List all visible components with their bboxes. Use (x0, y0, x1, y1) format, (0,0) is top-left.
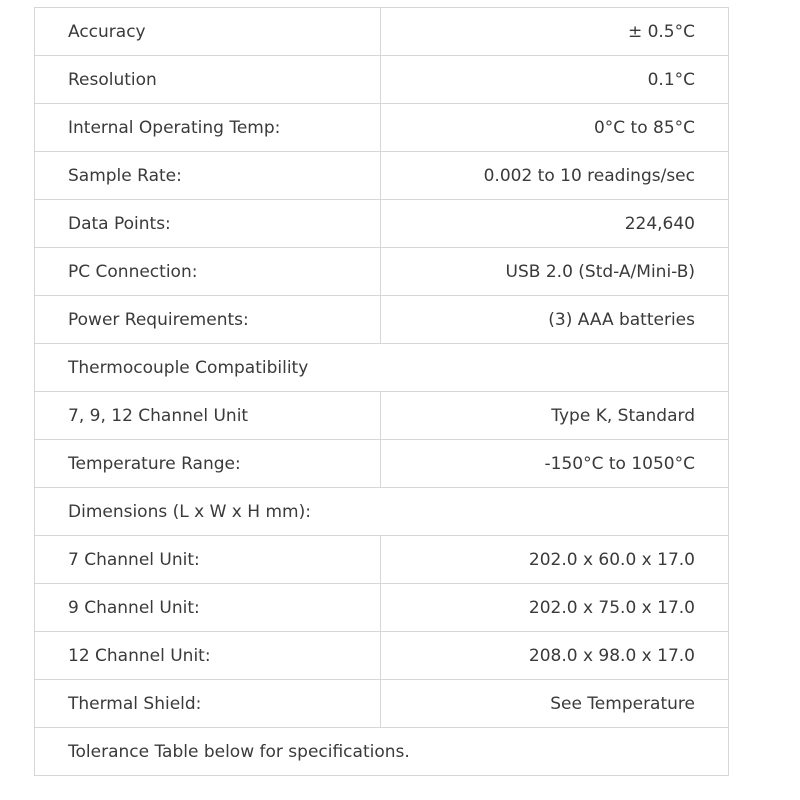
spec-value: 0.1°C (381, 56, 729, 104)
table-note-row (35, 728, 729, 776)
table-row (35, 152, 729, 200)
section-heading: Dimensions (L x W x H mm): (35, 488, 729, 536)
spec-value: -150°C to 1050°C (381, 440, 729, 488)
spec-label: Internal Operating Temp: (35, 104, 381, 152)
table-section-row (35, 344, 729, 392)
spec-value: 0°C to 85°C (381, 104, 729, 152)
spec-label: 7, 9, 12 Channel Unit (35, 392, 381, 440)
spec-value: 0.002 to 10 readings/sec (381, 152, 729, 200)
table-row (35, 104, 729, 152)
spec-label: Temperature Range: (35, 440, 381, 488)
table-row (35, 296, 729, 344)
table-section-row (35, 488, 729, 536)
spec-value: See Temperature (381, 680, 729, 728)
table-row (35, 536, 729, 584)
spec-value: USB 2.0 (Std-A/Mini-B) (381, 248, 729, 296)
spec-label: Data Points: (35, 200, 381, 248)
table-row (35, 392, 729, 440)
spec-label: Thermal Shield: (35, 680, 381, 728)
spec-value: (3) AAA batteries (381, 296, 729, 344)
table-row (35, 632, 729, 680)
spec-value: 202.0 x 60.0 x 17.0 (381, 536, 729, 584)
table-row (35, 440, 729, 488)
spec-value: Type K, Standard (381, 392, 729, 440)
table-row (35, 56, 729, 104)
table-note: Tolerance Table below for specifications. (35, 728, 729, 776)
spec-label: 9 Channel Unit: (35, 584, 381, 632)
spec-label: Sample Rate: (35, 152, 381, 200)
spec-value: ± 0.5°C (381, 8, 729, 56)
spec-value: 202.0 x 75.0 x 17.0 (381, 584, 729, 632)
spec-label: Accuracy (35, 8, 381, 56)
table-row (35, 248, 729, 296)
spec-label: Resolution (35, 56, 381, 104)
spec-value: 208.0 x 98.0 x 17.0 (381, 632, 729, 680)
table-row (35, 8, 729, 56)
table-row (35, 200, 729, 248)
table-row (35, 584, 729, 632)
spec-label: 12 Channel Unit: (35, 632, 381, 680)
section-heading: Thermocouple Compatibility (35, 344, 729, 392)
table-row (35, 680, 729, 728)
spec-label: PC Connection: (35, 248, 381, 296)
spec-value: 224,640 (381, 200, 729, 248)
specifications-table (34, 7, 729, 776)
spec-label: 7 Channel Unit: (35, 536, 381, 584)
spec-label: Power Requirements: (35, 296, 381, 344)
